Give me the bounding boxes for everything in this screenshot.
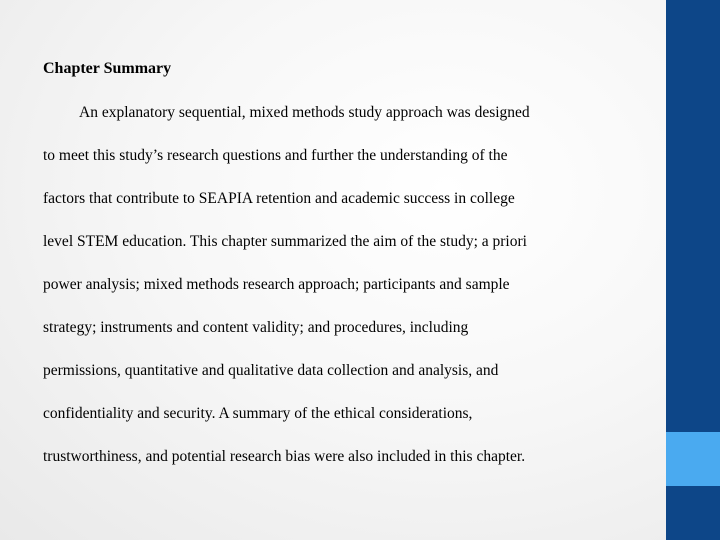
paragraph-line-7: permissions, quantitative and qualitative data collection and analysis, and (43, 362, 499, 379)
side-bar-dark-top (666, 0, 720, 432)
paragraph-line-6: strategy; instruments and content validity; and procedures, including (43, 319, 469, 336)
side-bar-dark-bottom (666, 486, 720, 540)
paragraph-line-9: trustworthiness, and potential research bias were also included in this chapter. (43, 448, 526, 465)
paragraph-line-4: level STEM education. This chapter summarized the aim of the study; a priori (43, 233, 527, 250)
paragraph-line-2: to meet this study’s research questions and further the understanding of the (43, 147, 508, 164)
paragraph-line-1: An explanatory sequential, mixed methods study approach was designed (79, 104, 530, 121)
chapter-heading: Chapter Summary (43, 60, 172, 77)
slide-content (43, 59, 643, 465)
paragraph-line-3: factors that contribute to SEAPIA retention and academic success in college (43, 190, 515, 207)
side-accent-bar (666, 0, 720, 540)
paragraph-line-8: confidentiality and security. A summary of the ethical considerations, (43, 405, 473, 422)
side-bar-light-block (666, 432, 720, 486)
paragraph-line-5: power analysis; mixed methods research approach; participants and sample (43, 276, 510, 293)
